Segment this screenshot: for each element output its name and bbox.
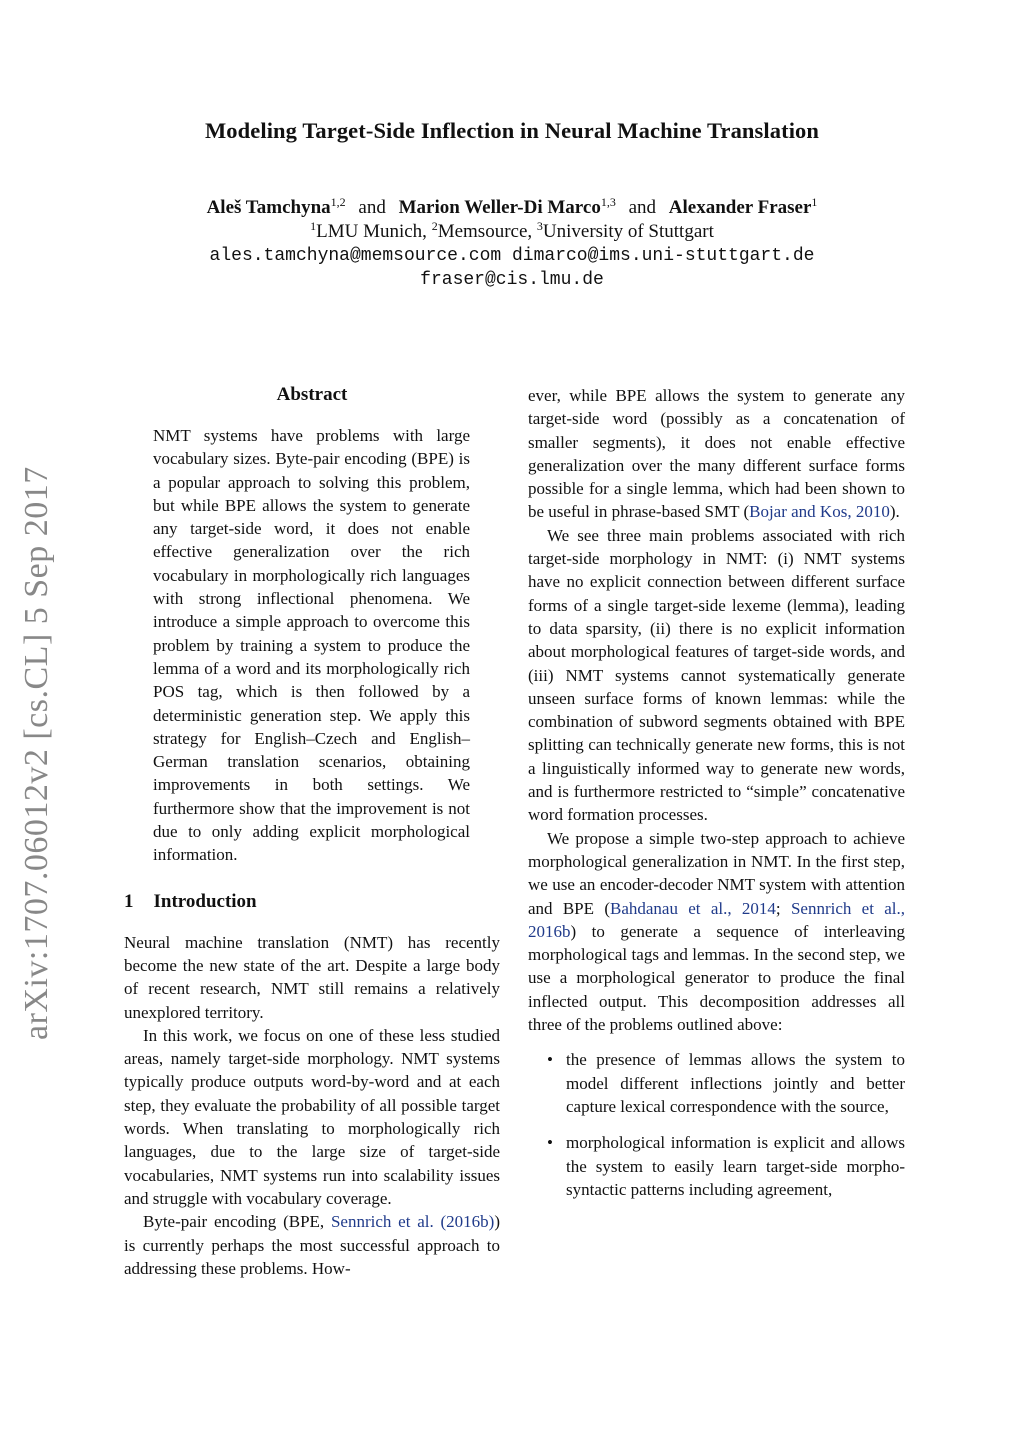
right-column: [528, 384, 905, 1214]
list-item-text: morphological information is explicit and allows the system to easily learn target-side morpho-syntactic patterns including agreement,: [566, 1133, 905, 1199]
author-name: Marion Weller-Di Marco: [398, 197, 601, 218]
list-item: [528, 1131, 905, 1201]
affiliation-superscript: 2: [431, 219, 438, 233]
author-superscript: 1,2: [330, 195, 346, 209]
abstract-heading: Abstract: [276, 384, 348, 405]
citation-separator: ;: [775, 898, 791, 918]
author-separator: and: [628, 197, 657, 218]
paragraph: [528, 827, 905, 1037]
author-name: Alexander Fraser: [668, 197, 812, 218]
section-number: 1: [124, 890, 134, 912]
paragraph-text: ) is currently perhaps the most successful approach to addressing these problems. How-: [124, 1212, 500, 1278]
paragraph-text: ).: [889, 502, 900, 522]
author-name: Aleš Tamchyna: [206, 197, 331, 218]
citation-link[interactable]: Bojar and Kos, 2010: [749, 502, 890, 522]
author-superscript: 1: [811, 195, 818, 209]
email-line: ales.tamchyna@memsource.com dimarco@ims.uni-stuttgart.de: [209, 246, 815, 266]
list-item-text: the presence of lemmas allows the system to model different inflections jointly and better capture lexical correspondence with the source,: [566, 1050, 905, 1116]
paragraph-text: Byte-pair encoding (BPE,: [143, 1212, 331, 1232]
affiliations: [0, 220, 1024, 244]
citation-link[interactable]: Bahdanau et al., 2014: [609, 898, 776, 918]
paragraph: In this work, we focus on one of these less studied areas, namely target-side morphology. NMT systems typically produce outputs word-by-word and at each step, they evaluate the probability of all possible target words. When translating to morphologically rich languages, due to the large size of target-side vocabularies, NMT systems run into scalability issues and struggle with vocabulary coverage.: [124, 1025, 500, 1208]
paragraph: We see three main problems associated with rich target-side morphology in NMT: (i) NMT systems have no explicit connection between different surface forms of a single target-side lexeme (lemma), leading to data sparsity, (ii) there is no explicit information about morphological features of target-side words, and (iii) NMT systems cannot systematically generate unseen surface forms of known lemmas: while the combination of subword segments obtained with BPE splitting can technically generate new forms, this is not a linguistically informed way to generate new words, and is furthermore restricted to “simple” concatenative word formation processes.: [528, 525, 905, 825]
paragraph: [528, 384, 905, 524]
paragraph-text: ever, while BPE allows the system to generate any target-side word (possibly as a concatenation of smaller segments), it does not enable effective generalization over the many different surface forms possible for a single lemma, which had been shown to be useful in phrase-based SMT (: [528, 386, 905, 522]
author-line: [0, 196, 1024, 220]
arxiv-stamp: arXiv:1707.06012v2 [cs.CL] 5 Sep 2017: [18, 466, 55, 1040]
list-item: [528, 1048, 905, 1118]
section-heading: [124, 891, 500, 913]
bullet-icon: •: [547, 1050, 553, 1070]
citation-link[interactable]: Sennrich et al., 2016b: [528, 898, 906, 941]
email-line: fraser@cis.lmu.de: [420, 270, 604, 290]
paper-title: Modeling Target-Side Inflection in Neural Machine Translation: [204, 118, 820, 143]
section-title: Introduction: [153, 890, 257, 912]
bullet-icon: •: [547, 1133, 553, 1153]
paragraph-text: ) to generate a sequence of interleaving morphological tags and lemmas. In the second step, we use a morphological generator to produce the final inflected output. This decomposition addresses all three of the problems outlined above:: [528, 921, 905, 1035]
affiliation: Memsource,: [437, 221, 533, 242]
affiliation-superscript: 1: [310, 219, 317, 233]
author-block: [0, 196, 1024, 292]
bullet-list: [528, 1048, 905, 1201]
paragraph: Neural machine translation (NMT) has recently become the new state of the art. Despite a large body of recent research, NMT still remains a relatively unexplored territory.: [124, 932, 500, 1022]
paragraph: [124, 1210, 500, 1280]
left-column: [124, 380, 500, 1280]
author-separator: and: [358, 197, 386, 218]
affiliation: LMU Munich,: [316, 221, 427, 242]
paragraph-text: We propose a simple two-step approach to achieve morphological generalization in NMT. In the first step, we use an encoder-decoder NMT system with attention and BPE (: [528, 828, 905, 918]
author-superscript: 1,3: [600, 195, 616, 209]
affiliation: University of Stuttgart: [542, 221, 714, 242]
abstract-text: NMT systems have problems with large vocabulary sizes. Byte-pair encoding (BPE) is a popular approach to solving this problem, but while BPE allows the system to generate any target-side word, it does not enable effective generalization over the rich vocabulary in morphologically rich languages with strong inflectional phenomena. We introduce a simple approach to overcome this problem by training a system to produce the lemma of a word and its morphologically rich POS tag, which is then followed by a deterministic generation step. We apply this strategy for English–Czech and English–German translation scenarios, obtaining improvements in both settings. We furthermore show that the improvement is not due to only adding explicit morphological information.: [153, 426, 470, 865]
affiliation-superscript: 3: [536, 219, 543, 233]
citation-link[interactable]: Sennrich et al. (2016b): [330, 1212, 495, 1232]
